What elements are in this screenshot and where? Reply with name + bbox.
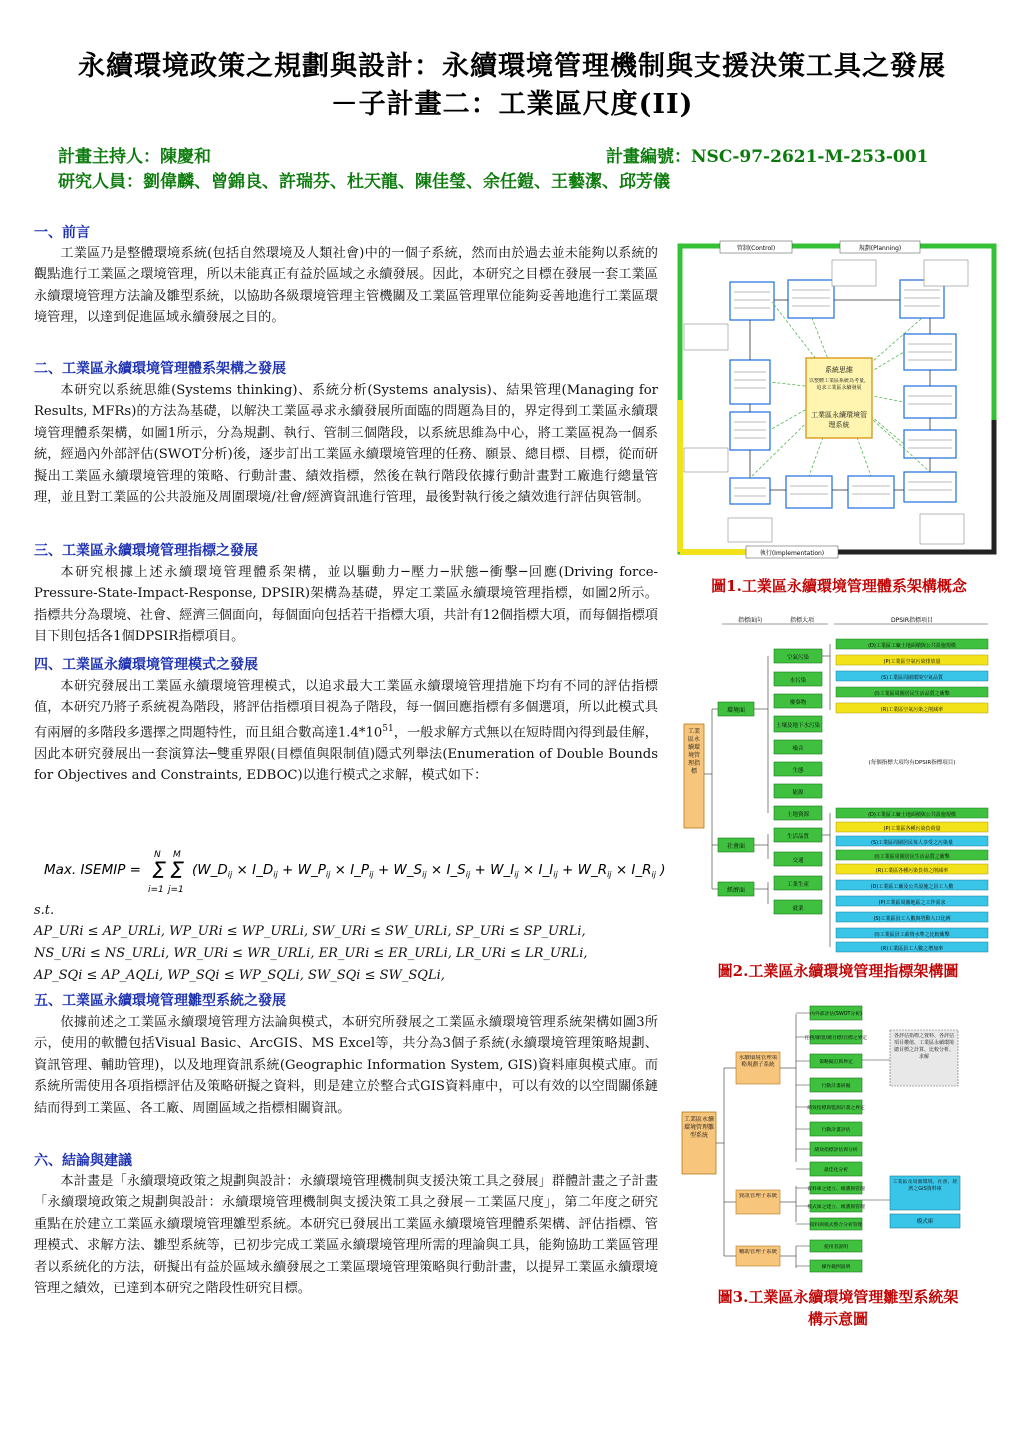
formula-lhs: Max. ISEMIP = [44,862,141,878]
planning-label: 規劃(Planning) [858,245,902,252]
project-number: 計畫編號：NSC-97-2621-M-253-001 [606,147,929,167]
fig2-aspect-eco: 經濟面 [726,887,746,894]
objective-formula [44,848,674,902]
fig3-sub1-item-5: 績效指標與監測計畫之界定 [807,1106,865,1111]
fig1-center-mid-wrap [808,378,870,408]
fig1-note-topright [924,260,968,286]
figure-3-caption [688,1286,988,1330]
fig2-env-item-7: 能源 [792,790,804,796]
fig3-side1-text: 各評估指標之資料、各評估項目權值、工業區永續環境總目標之計算、比較分析、求解 [893,1033,954,1060]
fig2-dpsir-bottom-3: (S)工業區周圍居民每人享受之污染量 [870,840,954,846]
fig2-eco-item-1: 工業生產 [786,882,810,888]
section-6-text: 本計畫是「永續環境政策之規劃與設計：永續環境管理機制與支援決策工具之發展」群體計畫之子計畫「永續環境政策之規劃與設計：永續環境管理機制與支援決策工具之發展－工業區尺度」，第二年度之研究重點在於建立工業區永續環境管理雛型系統。本研究已發展出工業區永續環境管理體系架構、評估指標、管理模式、求解方法、雛型系統等，已初步完成工業區永續環境管理所需的理論與工具，能夠協助工業區管理者以系統化的方法，研擬出有益於區域永續發展之工業區環境管理策略與行動計畫，以提昇工業區永續環境管理之績效，已達到本研究之階段性研究目標。 [34,1174,658,1297]
fig2-env-item-boxes [774,649,822,914]
section-4-text-b: ，一般求解方式無以在短時間內得到最佳解，因此本研究發展出一套演算法─雙重界限(目標值與限制值)隱式列舉法(Enumeration of Double Bounds for Objectives and Constraints, EDBOC)以進行模式之求解，模式如下： [34,725,658,784]
control-label: 管制(Control) [736,245,776,252]
fig1-note-bottom2 [920,514,964,544]
fig2-aspect-env: 環境面 [726,707,746,714]
fig2-dpsir-bottom-5: (R)工業區各種污染負荷之削減率 [875,868,949,874]
fig1-center-mid: 以整體工業區系統為考量，追求工業區永續發展 [808,378,869,391]
exponent: 51 [382,723,394,734]
figure-3-caption-line-2: 構示意圖 [807,1310,868,1328]
st-label: s.t. [34,903,55,918]
paper-title [20,48,1004,124]
fig1-box-p6 [904,472,956,502]
section-4-text [34,676,658,786]
sum-lower-2: j=1 [168,885,184,895]
fig2-dpsir-bottom-6: (D)工業區工廠及公共設施之員工人數 [870,884,954,890]
section-1-text: 工業區乃是整體環境系統(包括自然環境及人類社會)中的一個子系統，然而由於過去並未能夠以系統的觀點進行工業區之環境管理，所以未能真正有益於區域之永續發展。因此，本研究之目標在發展一套工業區永續環境管理方法論及雛型系統，以協助各級環境管理主管機關及工業區管理單位能夠妥善地進行工業區環境管理，以達到促進區域永續發展之目的。 [34,246,658,326]
fig2-col-header-2: 指標大項 [789,617,815,624]
fig2-dpsir-top-4: (I)工業區周圍居民生活品質之衝擊 [874,691,950,697]
fig2-root-text-wrap [686,728,702,826]
constraint-line-2: NS_URi ≤ NS_URLi, WR_URi ≤ WR_URLi, ER_URi ≤ ER_URLi, LR_URi ≤ LR_URLi, [34,946,588,961]
title-line-1: 永續環境政策之規劃與設計：永續環境管理機制與支援決策工具之發展 [78,51,946,82]
section-4-text-a: 本研究發展出工業區永續環境管理模式，以追求最大工業區永續環境管理措施下均有不同的評估指標值，本研究乃將子系統視為階段，將評估指標項目視為子階段，每一個回應指標有多個選項，所以此模式具有兩層的多階段多選擇之問題特性，而且組合數高達1.4*10 [34,679,658,741]
fig2-col-header-1: 指標面向 [737,617,763,624]
section-5-heading: 五、工業區永續環境管理雛型系統之發展 [34,993,286,1009]
sum-upper-1: N [154,850,161,860]
fig2-dpsir-bottom-2: (P)工業區各種污染負荷量 [883,826,941,832]
fig2-eco-item-2: 就業 [792,906,804,912]
fig3-sub1-text: 永續環境管理策略規劃子系統 [738,1055,778,1068]
fig1-center-bottom-wrap [810,410,868,436]
fig3-side3-text: 模式庫 [916,1219,934,1225]
fig1-box-c1 [730,412,770,450]
sum-upper-2: M [173,850,181,860]
sum-lower-1: i=1 [148,885,164,895]
section-6-heading: 六、結論與建議 [34,1153,132,1169]
fig3-sub1-item-6: 行動計畫評估 [821,1128,851,1133]
fig1-note-left2 [684,448,728,472]
implementation-label: 執行(Implementation) [759,550,825,557]
figure-1-caption: 圖1.工業區永續環境管理體系架構概念 [711,577,967,595]
section-4-heading: 四、工業區永續環境管理模式之發展 [34,657,258,673]
title-line-2: －子計畫二：工業區尺度(II) [330,89,694,120]
fig1-box-p5 [904,430,956,458]
section-2-heading: 二、工業區永續環境管理體系架構之發展 [34,361,286,377]
fig2-soc-item-1: 生活品質 [786,834,810,840]
figure-1-diagram [672,240,1002,565]
formula-body: ($W\_D_{ij}$ × $I\_D_{ij}$ + $W\_P_{ij}$ × $I\_P_{ij}$ + $W\_S_{ij}$ × $I\_S_{ij}$ + $W\_I_{ij}$ × $I\_I_{ij}$ + $W\_R_{ij}$ × $I\_R_{ij}$ ) [192,862,666,879]
fig1-box-p4 [904,386,956,418]
fig2-dpsir-top-5: (R)工業區空氣污染之削減率 [880,707,944,713]
fig3-sub2-item-2: 模式庫之建立、維護與管理 [807,1205,865,1210]
figure-2-diagram [678,614,994,954]
fig1-box-i1 [786,476,832,508]
fig2-dpsir-top-3: (S)工業區周圍環境空氣品質 [880,675,944,681]
fig1-note-left1 [684,324,728,350]
fig3-sub3-item-1: 使用者說明 [824,1245,848,1250]
fig2-env-item-8: 土地資源 [786,812,810,818]
fig3-sub1-item-3: 策略擬訂與界定 [819,1060,853,1065]
section-5-text: 依據前述之工業區永續環境管理方法論與模式，本研究所發展之工業區永續環境管理系統架構如圖3所示，使用的軟體包括Visual Basic、ArcGIS、MS Excel等，共分為3個子系統(永續環境管理策略規劃、資訊管理、輔助管理)，以及地理資訊系統(Geographic Information System, GIS)資料庫與模式庫。而系統所需使用各項指標評估及策略研擬之資料，則是建立於整合式GIS資料庫中，可以有效的以空間關係鏈結而得到工業區、各工廠、周圍區域之指標相關資訊。 [34,1015,658,1116]
constraint-line-1: AP_URi ≤ AP_URLi, WP_URi ≤ WP_URLi, SW_URi ≤ SW_URLi, SP_URi ≤ SP_URLi, [34,924,586,939]
fig2-aspect-soc: 社會面 [726,843,746,850]
fig2-dpsir-top-2: (P)工業區空氣污染排放量 [883,659,941,665]
fig1-box-p7 [848,476,894,508]
fig1-note-top [832,260,876,286]
fig3-sub1-item-8: 最佳化分析 [824,1168,848,1173]
fig2-dpsir-bottom-10: (R)工業區員工人數之增加率 [880,946,944,952]
fig1-center-bottom: 工業區永續環境管理系統 [811,411,867,429]
fig1-box-c2 [730,282,774,320]
section-3-heading: 三、工業區永續環境管理指標之發展 [34,543,258,559]
fig1-box-i2 [730,478,770,504]
fig2-middle-note: (每個指標大項均有DPSIR指標項目) [868,760,956,766]
fig2-env-item-2: 水污染 [789,678,807,684]
fig1-box-p1 [788,280,834,318]
fig3-sub2-item-1: 資料庫之建立、維護與管理 [807,1187,865,1192]
fig3-sub2-item-3: 資料與模式整合分析管理 [809,1223,863,1228]
fig2-dpsir-bottom-1: (D)工業區工廠土地面積與公共設施規模 [868,812,956,818]
fig2-dpsir-bottom-4: (I)工業區周圍居民生活品質之衝擊 [874,854,950,860]
fig1-center-top: 系統思維 [825,366,853,374]
fig2-env-item-6: 生態 [792,768,804,774]
fig2-env-item-3: 廢棄物 [789,700,807,706]
fig2-env-item-4: 土壤及地下水污染 [775,723,821,729]
fig2-dpsir-bottom-8: (S)工業區員工人數與勞動人口比例 [873,916,951,922]
fig1-note-bottom1 [728,518,772,542]
figure-3-caption-line-1: 圖3.工業區永續環境管理雛型系統架 [717,1288,959,1306]
section-3-text: 本研究根據上述永續環境管理體系架構，並以驅動力─壓力─狀態─衝擊─回應(Driving force-Pressure-State-Impact-Response, DPSIR)架構為基礎，界定工業區永續環境管理指標，如圖2所示。指標共分為環境、社會、經濟三個面向，每個面向包括若干指標大項，共計有12個指標大項，而每個指標項目下則包括各1個DPSIR指標項目。 [34,565,658,645]
fig1-box-c3 [730,360,770,404]
fig3-sub3-item-2: 操作範例說明 [821,1265,851,1270]
fig2-root-text: 工業區永續環境管理指標 [687,728,700,775]
fig2-dpsir-bottom-7: (P)工業區周圍地區之工作需求 [878,900,946,906]
sum-sign-2: Σ [170,859,184,884]
fig3-sub1-item-2: 任務/願景/總目標/目標之界定 [804,1036,868,1041]
sum-sign-1: Σ [152,859,166,884]
fig2-col-header-3: DPSIR指標項目 [891,617,933,624]
fig2-soc-item-2: 交通 [792,858,804,864]
fig3-item-boxes [810,1006,862,1272]
section-2-text: 本研究以系統思維(Systems thinking)、系統分析(Systems analysis)、結果管理(Managing for Results, MFRs)的方法為基礎，以解決工業區尋求永續發展所面臨的問題為目的，界定得到工業區永續環境管理體系架構，如圖1所示，分為規劃、執行、管制三個階段，以系統思維為中心，將工業區視為一個系統，經過內外部評估(SWOT分析)後，逐步訂出工業區永續環境管理的任務、願景、總目標、目標，從而研擬出工業區永續環境管理的策略、行動計畫、績效指標，然後在執行階段依據行動計畫對工廠進行總量管理，並且對工業區的公共設施及周圍環境/社會/經濟資訊進行管理，最後對執行後之績效進行評估與管制。 [34,383,658,506]
researchers: 研究人員：劉偉麟、曾錦良、許瑞芬、杜天龍、陳佳瑩、余任鎧、王藝潔、邱芳儀 [58,172,670,192]
fig3-sub2-text: 資訊管理子系統 [738,1193,778,1199]
fig3-sub1-item-4: 行動計畫研擬 [821,1084,851,1089]
principal-investigator: 計畫主持人：陳慶和 [58,147,211,167]
fig2-dpsir-bottom-9: (I)工業區員工薪資水準之比較衝擊 [874,932,950,938]
fig2-dpsir-top-1: (D)工業區工廠土地面積與公共設施規模 [868,643,956,649]
constraint-line-3: AP_SQi ≤ AP_AQLi, WP_SQi ≤ WP_SQLi, SW_SQi ≤ SW_SQLi, [34,968,445,983]
fig2-env-item-5: 噪音 [792,746,804,752]
fig2-env-item-1: 空氣污染 [786,655,810,661]
fig3-root-text-wrap [684,1116,714,1172]
section-1-heading: 一、前言 [34,225,90,241]
fig3-sub1-item-1: 內外部評估(SWOT分析) [810,1012,862,1017]
fig3-root-text: 工業區永續環境管理雛型系統 [684,1116,714,1139]
fig3-sub3-text: 輔助管理子系統 [738,1249,778,1255]
formula-svg [44,848,674,898]
figure-3-diagram [678,1000,984,1280]
figure-2-caption: 圖2.工業區永續環境管理指標架構圖 [717,962,959,980]
fig3-side2-text: 工業區及周圍環境、社會、經濟之GIS資料庫 [892,1179,958,1192]
fig3-sub1-item-7: 績效指標評估與分析 [814,1148,858,1153]
